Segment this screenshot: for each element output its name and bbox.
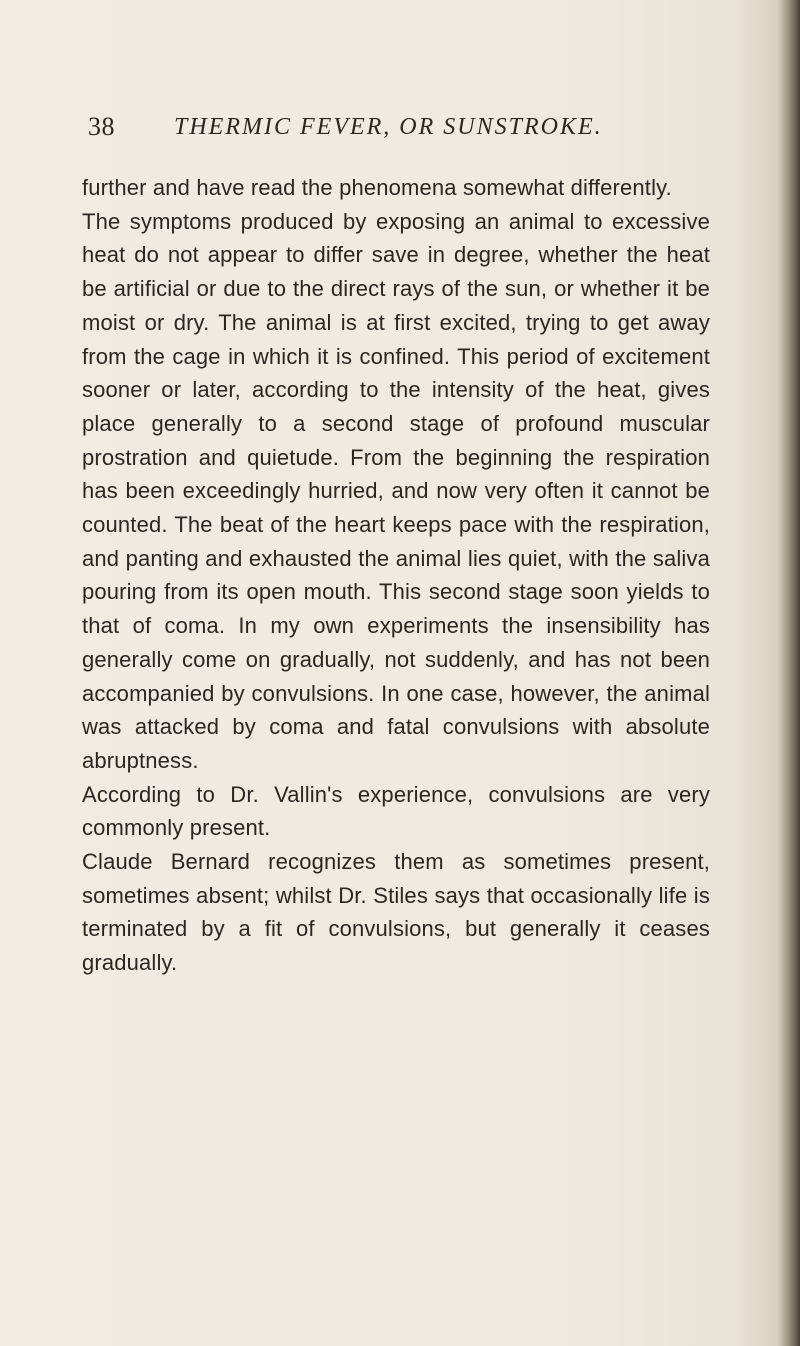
paragraph-1: further and have read the phenomena somewhat differently. xyxy=(82,175,672,200)
page-number: 38 xyxy=(88,112,115,141)
paragraph-3: According to Dr. Vallin's experience, convulsions are very commonly present. xyxy=(82,781,710,841)
running-title: THERMIC FEVER, OR SUNSTROKE. xyxy=(174,114,603,140)
paragraph-2: The symptoms produced by exposing an animal to excessive heat do not appear to differ save in degree, whether the heat be artificial or due to the direct rays of the sun, or whether it be moist or dry. The animal is at first excited, trying to get away from the cage in which it is confined. This period of excitement sooner or later, according to the intensity of the heat, gives place generally to a second stage of profound muscular prostration and quietude. From the beginning the respiration has been exceedingly hurried, and now very often it cannot be counted. The beat of the heart keeps pace with the respiration, and panting and exhausted the animal lies quiet, with the saliva pouring from its open mouth. This second stage soon yields to that of coma. In my own experiments the insensibility has generally come on gradually, not suddenly, and has not been accompanied by convulsions. In one case, however, the animal was attacked by coma and fatal convulsions with absolute abruptness. xyxy=(82,208,710,773)
page-edge-shadow xyxy=(778,0,800,1346)
page-header xyxy=(88,112,728,152)
body-text xyxy=(82,171,710,980)
paragraph-4: Claude Bernard recognizes them as sometimes present, sometimes absent; whilst Dr. Stiles says that occasionally life is terminated by a fit of convulsions, but generally it ceases gradually. xyxy=(82,849,710,976)
